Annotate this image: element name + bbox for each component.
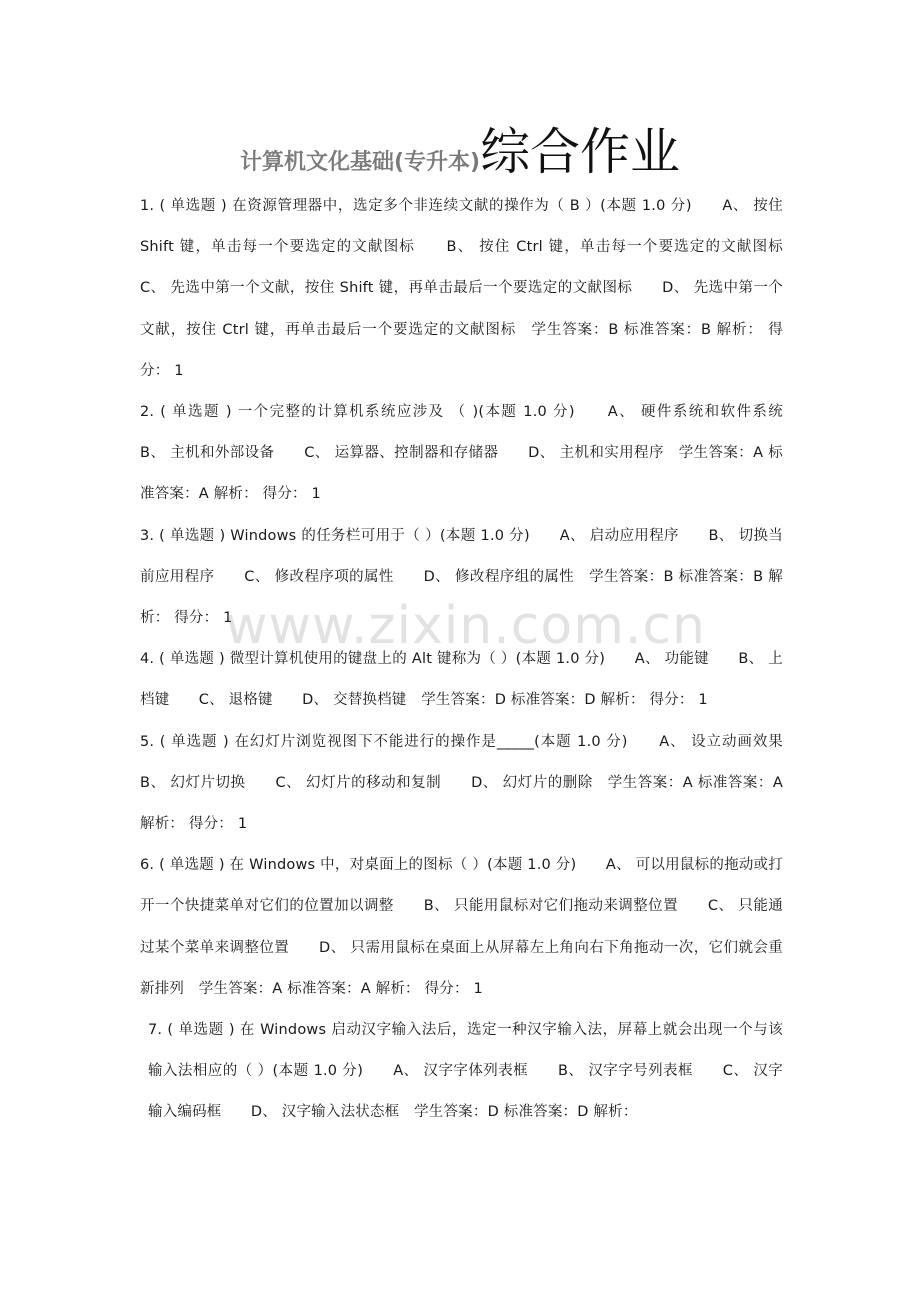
title-course-name: 计算机文化基础(专升本) [239, 150, 481, 175]
question-list [140, 186, 813, 1134]
question-2: 2. ( 单选题 ) 一个完整的计算机系统应涉及 （ )(本题 1.0 分) A、 硬件系统和软件系统 B、 主机和外部设备 C、 运算器、控制器和存储器 D、 主机和实用程序 学生答案：A 标准答案：A 解析： 得分： 1 [140, 404, 813, 503]
watermark: www.zixin.com.cn [225, 596, 706, 656]
question-6: 6. ( 单选题 ) 在 Windows 中，对桌面上的图标（ ）(本题 1.0 分) A、 可以用鼠标的拖动或打开一个快捷菜单对它们的位置加以调整 B、 只能用鼠标对它们拖动来调整位置 C、 只能通过某个菜单来调整位置 D、 只需用鼠标在桌面上从屏幕左上角向右下角拖动一次，它们就会重新排列 学生答案：A 标准答案：A 解析： 得分： 1 [140, 857, 783, 997]
question-7: 7. ( 单选题 ) 在 Windows 启动汉字输入法后，选定一种汉字输入法，屏幕上就会出现一个与该输入法相应的（ ）(本题 1.0 分) A、 汉字字体列表框 B、 汉字字号列表框 C、 汉字输入编码框 D、 汉字输入法状态框 学生答案：D 标准答案：D 解析： [148, 1022, 783, 1121]
title-assignment: 综合作业 [480, 123, 681, 181]
question-1: 1. ( 单选题 ) 在资源管理器中，选定多个非连续文献的操作为（ B ）(本题 1.0 分) A、 按住 Shift 键，单击每一个要选定的文献图标 B、 按住 Ctrl 键，单击每一个要选定的文献图标 C、 先选中第一个文献，按住 Shift 键，再单击最后一个要选定的文献图标 D、 先选中第一个文献，按住 Ctrl 键，再单击最后一个要选定的文献图标 学生答案：B 标准答案：B 解析： 得分： 1 [140, 198, 813, 379]
document-title [0, 112, 920, 184]
question-5: 5. ( 单选题 ) 在幻灯片浏览视图下不能进行的操作是_____(本题 1.0 分) A、 设立动画效果 B、 幻灯片切换 C、 幻灯片的移动和复制 D、 幻灯片的删除 学生答案：A 标准答案：A 解析： 得分： 1 [140, 733, 813, 833]
question-3: 3. ( 单选题 ) Windows 的任务栏可用于（ ）(本题 1.0 分) A、 启动应用程序 B、 切换当前应用程序 C、 修改程序项的属性 D、 修改程序组的属性 学生答案：B 标准答案：B 解析： 得分： 1 [140, 527, 783, 627]
question-4: 4. ( 单选题 ) 微型计算机使用的键盘上的 Alt 键称为（ ）(本题 1.0 分) A、 功能键 B、 上档键 C、 退格键 D、 交替换档键 学生答案：D 标准答案：D 解析： 得分： 1 [140, 651, 783, 709]
